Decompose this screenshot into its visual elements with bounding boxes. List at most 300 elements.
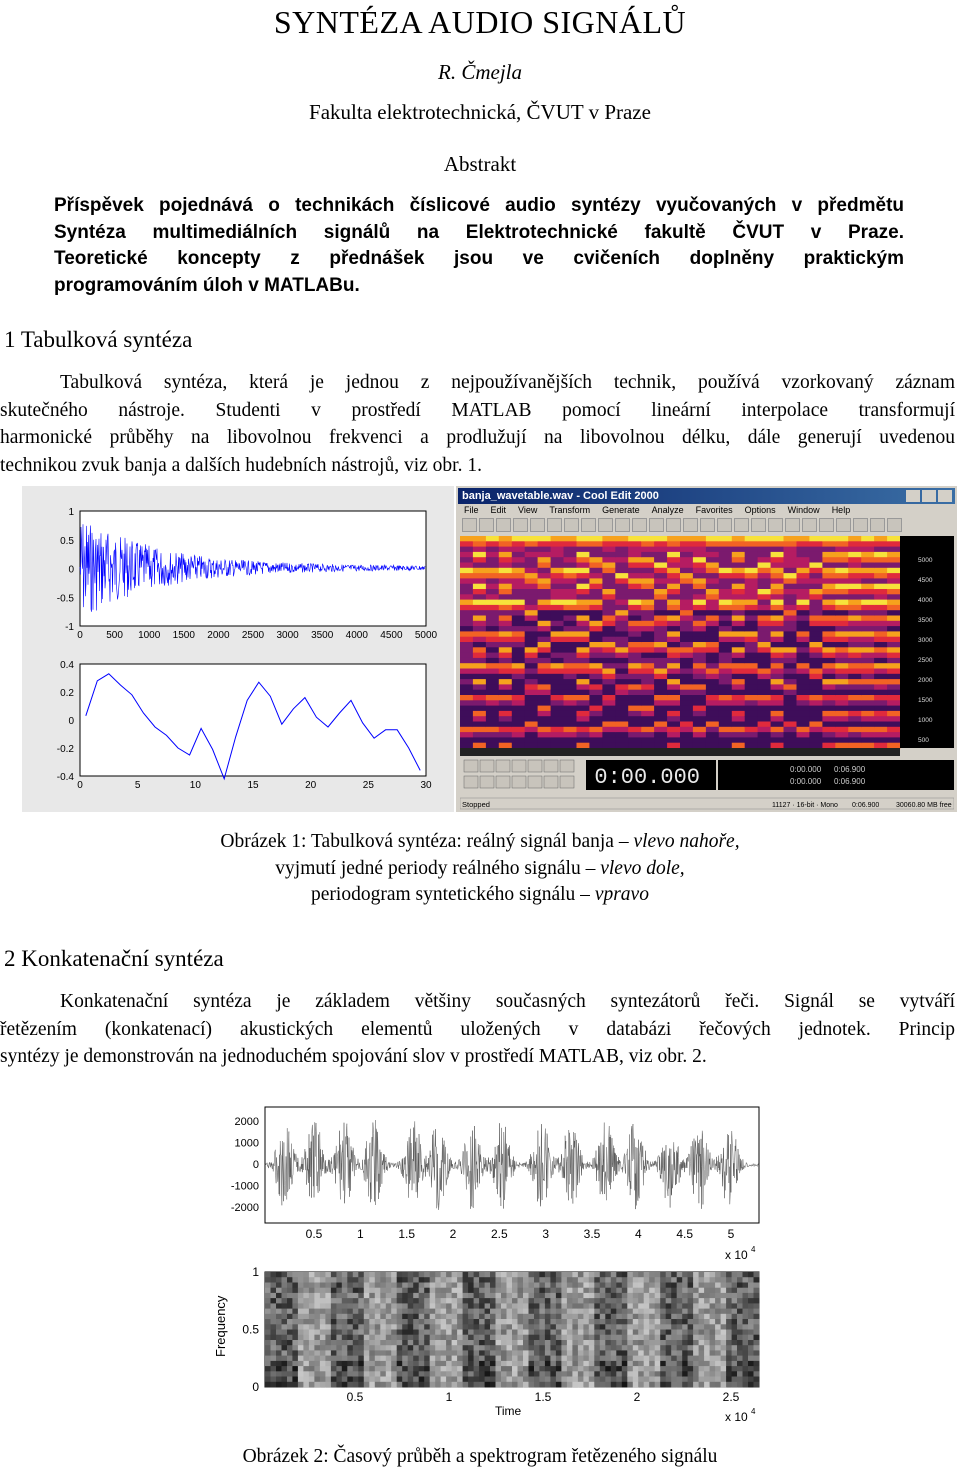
spectrogram-cell bbox=[721, 1314, 727, 1320]
spectral-cell bbox=[797, 700, 810, 706]
spectrogram-cell bbox=[550, 1277, 556, 1283]
spectrogram-cell bbox=[507, 1356, 513, 1362]
spectrogram-cell bbox=[496, 1283, 502, 1289]
spectral-cell bbox=[473, 552, 486, 558]
spectrogram-cell bbox=[737, 1298, 743, 1304]
spectral-cell bbox=[499, 642, 512, 648]
menu-item[interactable]: Window bbox=[787, 505, 820, 515]
spectral-cell bbox=[848, 663, 861, 669]
spectrogram-cell bbox=[507, 1335, 513, 1341]
spectrogram-cell bbox=[507, 1303, 513, 1309]
spectral-cell bbox=[745, 727, 758, 733]
spectral-cell bbox=[797, 605, 810, 611]
spectral-cell bbox=[745, 658, 758, 664]
spectral-cell bbox=[667, 732, 680, 738]
spectrogram-cell bbox=[556, 1345, 562, 1351]
spectrogram-cell bbox=[605, 1340, 611, 1346]
spectrogram-cell bbox=[353, 1298, 359, 1304]
spectrogram-cell bbox=[655, 1371, 661, 1377]
toolbar-button-icon[interactable] bbox=[666, 518, 681, 532]
menu-item[interactable]: Generate bbox=[602, 505, 640, 515]
spectrogram-cell bbox=[715, 1345, 721, 1351]
menu-item[interactable]: Transform bbox=[549, 505, 591, 515]
spectral-cell bbox=[848, 727, 861, 733]
toolbar-button-icon[interactable] bbox=[547, 518, 562, 532]
spectral-cell bbox=[732, 690, 745, 696]
menu-item[interactable]: Options bbox=[744, 505, 776, 515]
toolbar-button-icon[interactable] bbox=[513, 518, 528, 532]
toolbar-button-icon[interactable] bbox=[819, 518, 834, 532]
spectral-cell bbox=[848, 706, 861, 712]
spectral-cell bbox=[551, 631, 564, 637]
spectrogram-cell bbox=[369, 1382, 375, 1388]
zoom-button-icon[interactable] bbox=[464, 776, 478, 788]
toolbar-button-icon[interactable] bbox=[768, 518, 783, 532]
spectrogram-cell bbox=[545, 1356, 551, 1362]
spectrogram-cell bbox=[721, 1361, 727, 1367]
spectrogram-cell bbox=[644, 1319, 650, 1325]
spectral-cell bbox=[719, 727, 732, 733]
spectrogram-cell bbox=[545, 1377, 551, 1383]
close-icon[interactable] bbox=[938, 490, 952, 502]
spectrogram-cell bbox=[468, 1283, 474, 1289]
spectral-cell bbox=[784, 669, 797, 675]
spectrogram-cell bbox=[556, 1272, 562, 1278]
spectral-cell bbox=[473, 716, 486, 722]
spectrogram-cell bbox=[474, 1303, 480, 1309]
spectrogram-cell bbox=[265, 1340, 271, 1346]
spectrogram-cell bbox=[715, 1330, 721, 1336]
spectral-cell bbox=[771, 584, 784, 590]
spectrogram-cell bbox=[655, 1361, 661, 1367]
spectrogram-cell bbox=[671, 1293, 677, 1299]
spectral-cell bbox=[589, 578, 602, 584]
y-tick-label: 1 bbox=[252, 1265, 259, 1279]
spectral-cell bbox=[486, 706, 499, 712]
spectrogram-cell bbox=[325, 1319, 331, 1325]
spectrogram-cell bbox=[441, 1356, 447, 1362]
zoom-button-icon[interactable] bbox=[560, 776, 574, 788]
spectrogram-cell bbox=[556, 1371, 562, 1377]
spectrogram-cell bbox=[479, 1324, 485, 1330]
spectral-cell bbox=[473, 700, 486, 706]
spectrogram-cell bbox=[660, 1309, 666, 1315]
toolbar-button-icon[interactable] bbox=[479, 518, 494, 532]
spectrogram-cell bbox=[710, 1277, 716, 1283]
spectrogram-cell bbox=[402, 1361, 408, 1367]
spectral-cell bbox=[719, 578, 732, 584]
spectral-cell bbox=[809, 621, 822, 627]
spectral-cell bbox=[861, 621, 874, 627]
spectral-cell bbox=[641, 589, 654, 595]
menu-item[interactable]: Favorites bbox=[695, 505, 733, 515]
spectral-cell bbox=[486, 711, 499, 717]
spectrogram-cell bbox=[550, 1377, 556, 1383]
spectrogram-cell bbox=[446, 1330, 452, 1336]
spectral-cell bbox=[499, 690, 512, 696]
spectrogram-cell bbox=[710, 1293, 716, 1299]
spectral-cell bbox=[473, 616, 486, 622]
spectral-cell bbox=[706, 616, 719, 622]
spectral-cell bbox=[460, 536, 473, 542]
spectral-cell bbox=[822, 732, 835, 738]
spectrogram-cell bbox=[649, 1288, 655, 1294]
spectrogram-cell bbox=[743, 1319, 749, 1325]
spectrogram-cell bbox=[699, 1345, 705, 1351]
spectral-cell bbox=[525, 743, 538, 749]
spectrogram-cell bbox=[430, 1361, 436, 1367]
toolbar-button-icon[interactable] bbox=[683, 518, 698, 532]
toolbar-button-icon[interactable] bbox=[836, 518, 851, 532]
spectrogram-cell bbox=[605, 1277, 611, 1283]
spectrogram-cell bbox=[271, 1340, 277, 1346]
zoom-button-icon[interactable] bbox=[480, 776, 494, 788]
spectrogram-cell bbox=[671, 1340, 677, 1346]
spectrogram-cell bbox=[336, 1303, 342, 1309]
spectral-cell bbox=[693, 684, 706, 690]
spectral-cell bbox=[693, 669, 706, 675]
spectrogram-cell bbox=[369, 1366, 375, 1372]
spectrogram-cell bbox=[693, 1345, 699, 1351]
spectrogram-cell bbox=[347, 1283, 353, 1289]
spectral-cell bbox=[538, 594, 551, 600]
spectrogram-cell bbox=[512, 1350, 518, 1356]
spectral-cell bbox=[771, 679, 784, 685]
spectral-cell bbox=[460, 600, 473, 606]
zoom-button-icon[interactable] bbox=[528, 776, 542, 788]
spectrogram-cell bbox=[677, 1303, 683, 1309]
spectrogram-cell bbox=[402, 1371, 408, 1377]
spectral-cell bbox=[641, 658, 654, 664]
spectrogram-cell bbox=[320, 1330, 326, 1336]
spectrogram-cell bbox=[391, 1335, 397, 1341]
x-tick-label: 4.5 bbox=[676, 1227, 694, 1241]
menu-item[interactable]: Help bbox=[831, 505, 851, 515]
spectrogram-cell bbox=[369, 1298, 375, 1304]
spectrogram-cell bbox=[572, 1377, 578, 1383]
transport-button-icon[interactable] bbox=[512, 760, 526, 772]
spectral-cell bbox=[460, 568, 473, 574]
spectrogram-cell bbox=[627, 1340, 633, 1346]
spectrogram-cell bbox=[430, 1350, 436, 1356]
toolbar-button-icon[interactable] bbox=[581, 518, 596, 532]
toolbar-button-icon[interactable] bbox=[751, 518, 766, 532]
transport-button-icon[interactable] bbox=[496, 760, 510, 772]
menu-item[interactable]: View bbox=[518, 505, 538, 515]
toolbar-button-icon[interactable] bbox=[615, 518, 630, 532]
spectrogram-cell bbox=[336, 1298, 342, 1304]
spectral-cell bbox=[680, 589, 693, 595]
spectrogram-cell bbox=[463, 1366, 469, 1372]
spectral-cell bbox=[486, 690, 499, 696]
spectrogram-cell bbox=[303, 1356, 309, 1362]
toolbar-button-icon[interactable] bbox=[530, 518, 545, 532]
transport-button-icon[interactable] bbox=[560, 760, 574, 772]
spectrogram-cell bbox=[732, 1324, 738, 1330]
spectral-cell bbox=[822, 631, 835, 637]
spectrogram-cell bbox=[666, 1314, 672, 1320]
spectral-cell bbox=[551, 573, 564, 579]
spectrogram-cell bbox=[550, 1272, 556, 1278]
spectrogram-cell bbox=[534, 1330, 540, 1336]
spectrogram-cell bbox=[287, 1361, 293, 1367]
spectrogram-cell bbox=[353, 1361, 359, 1367]
toolbar-button-icon[interactable] bbox=[785, 518, 800, 532]
spectral-cell bbox=[835, 737, 848, 743]
spectral-cell bbox=[758, 605, 771, 611]
spectrogram-cell bbox=[408, 1283, 414, 1289]
toolbar-button-icon[interactable] bbox=[717, 518, 732, 532]
spectrogram-cell bbox=[627, 1350, 633, 1356]
transport-button-icon[interactable] bbox=[528, 760, 542, 772]
toolbar-button-icon[interactable] bbox=[887, 518, 902, 532]
spectrogram-cell bbox=[583, 1330, 589, 1336]
spectrogram-cell bbox=[633, 1298, 639, 1304]
menu-item[interactable]: Analyze bbox=[651, 505, 684, 515]
spectrogram-cell bbox=[265, 1303, 271, 1309]
toolbar-button-icon[interactable] bbox=[598, 518, 613, 532]
spectral-cell bbox=[784, 722, 797, 728]
spectrogram-cell bbox=[545, 1309, 551, 1315]
spectrogram-cell bbox=[501, 1319, 507, 1325]
spectrogram-cell bbox=[424, 1382, 430, 1388]
spectral-cell bbox=[486, 658, 499, 664]
spectrogram-cell bbox=[732, 1298, 738, 1304]
spectrogram-cell bbox=[666, 1309, 672, 1315]
spectral-cell bbox=[589, 573, 602, 579]
toolbar-button-icon[interactable] bbox=[870, 518, 885, 532]
spectrogram-cell bbox=[320, 1366, 326, 1372]
spectral-cell bbox=[784, 578, 797, 584]
spectrogram-cell bbox=[600, 1288, 606, 1294]
spectrogram-cell bbox=[386, 1330, 392, 1336]
spectrogram-cell bbox=[265, 1298, 271, 1304]
spectral-cell bbox=[835, 695, 848, 701]
spectrogram-cell bbox=[282, 1319, 288, 1325]
spectrogram-cell bbox=[375, 1366, 381, 1372]
minimize-icon[interactable] bbox=[906, 490, 920, 502]
spectrogram-cell bbox=[424, 1303, 430, 1309]
caption-emphasis: vpravo bbox=[594, 884, 649, 905]
spectral-cell bbox=[564, 700, 577, 706]
spectrogram-cell bbox=[721, 1319, 727, 1325]
spectral-cell bbox=[680, 584, 693, 590]
spectral-cell bbox=[589, 589, 602, 595]
spectrogram-cell bbox=[485, 1350, 491, 1356]
spectrogram-cell bbox=[325, 1377, 331, 1383]
spectrogram-cell bbox=[512, 1277, 518, 1283]
spectrogram-cell bbox=[397, 1319, 403, 1325]
spectral-cell bbox=[486, 541, 499, 547]
spectral-cell bbox=[693, 600, 706, 606]
transport-button-icon[interactable] bbox=[480, 760, 494, 772]
spectral-cell bbox=[460, 695, 473, 701]
spectrogram-cell bbox=[704, 1335, 710, 1341]
spectrogram-cell bbox=[754, 1340, 760, 1346]
toolbar-button-icon[interactable] bbox=[564, 518, 579, 532]
spectrogram-cell bbox=[358, 1324, 364, 1330]
spectrogram-cell bbox=[644, 1377, 650, 1383]
spectrogram-cell bbox=[556, 1303, 562, 1309]
spectrogram-cell bbox=[287, 1283, 293, 1289]
spectral-cell bbox=[615, 727, 628, 733]
spectrogram-cell bbox=[583, 1293, 589, 1299]
spectral-cell bbox=[732, 653, 745, 659]
menu-item[interactable]: File bbox=[464, 505, 479, 515]
spectral-cell bbox=[538, 690, 551, 696]
toolbar-button-icon[interactable] bbox=[700, 518, 715, 532]
spectral-cell bbox=[861, 722, 874, 728]
spectrogram-cell bbox=[644, 1288, 650, 1294]
spectrogram-cell bbox=[479, 1293, 485, 1299]
spectrogram-cell bbox=[594, 1277, 600, 1283]
spectrogram-cell bbox=[507, 1309, 513, 1315]
spectrogram-cell bbox=[474, 1361, 480, 1367]
spectral-cell bbox=[628, 642, 641, 648]
spectral-cell bbox=[460, 621, 473, 627]
spectral-cell bbox=[822, 557, 835, 563]
spectrogram-cell bbox=[545, 1314, 551, 1320]
spectral-cell bbox=[693, 626, 706, 632]
spectrogram-cell bbox=[292, 1335, 298, 1341]
spectral-cell bbox=[784, 605, 797, 611]
spectrogram-cell bbox=[523, 1324, 529, 1330]
spectrogram-cell bbox=[710, 1272, 716, 1278]
spectral-cell bbox=[706, 716, 719, 722]
spectrogram-cell bbox=[413, 1272, 419, 1278]
spectral-cell bbox=[809, 552, 822, 558]
spectrogram-cell bbox=[435, 1283, 441, 1289]
spectrogram-cell bbox=[369, 1319, 375, 1325]
spectrogram-cell bbox=[452, 1356, 458, 1362]
spectral-cell bbox=[797, 653, 810, 659]
spectrogram-cell bbox=[314, 1314, 320, 1320]
maximize-icon[interactable] bbox=[922, 490, 936, 502]
spectral-cell bbox=[460, 690, 473, 696]
spectrogram-cell bbox=[419, 1340, 425, 1346]
spectral-cell bbox=[486, 679, 499, 685]
spectral-cell bbox=[797, 600, 810, 606]
spectral-cell bbox=[564, 695, 577, 701]
spectral-cell bbox=[771, 637, 784, 643]
spectral-cell bbox=[771, 684, 784, 690]
spectrogram-cell bbox=[282, 1303, 288, 1309]
spectrogram-cell bbox=[633, 1288, 639, 1294]
spectral-cell bbox=[499, 610, 512, 616]
spectral-cell bbox=[848, 594, 861, 600]
spectral-cell bbox=[577, 573, 590, 579]
spectral-cell bbox=[680, 684, 693, 690]
spectrogram-cell bbox=[611, 1319, 617, 1325]
spectral-cell bbox=[602, 616, 615, 622]
menu-item[interactable]: Edit bbox=[490, 505, 507, 515]
toolbar-button-icon[interactable] bbox=[462, 518, 477, 532]
spectral-cell bbox=[654, 669, 667, 675]
spectral-cell bbox=[641, 647, 654, 653]
spectral-cell bbox=[551, 716, 564, 722]
spectral-cell bbox=[745, 695, 758, 701]
spectral-cell bbox=[525, 716, 538, 722]
paragraph-line: syntézy je demonstrován na jednoduchém spojování slov v prostředí MATLAB, viz obr. 2. bbox=[0, 1046, 707, 1067]
spectral-cell bbox=[551, 541, 564, 547]
spectral-cell bbox=[602, 536, 615, 542]
x-multiplier: x 10 bbox=[725, 1248, 748, 1262]
spectrogram-cell bbox=[539, 1350, 545, 1356]
spectral-cell bbox=[512, 605, 525, 611]
spectral-cell bbox=[887, 552, 900, 558]
spectral-cell bbox=[654, 631, 667, 637]
spectral-cell bbox=[822, 737, 835, 743]
spectrogram-cell bbox=[688, 1330, 694, 1336]
spectrogram-cell bbox=[655, 1298, 661, 1304]
spectrogram-cell bbox=[435, 1298, 441, 1304]
spectrogram-cell bbox=[567, 1366, 573, 1372]
spectrogram-cell bbox=[419, 1366, 425, 1372]
zoom-button-icon[interactable] bbox=[544, 776, 558, 788]
spectral-cell bbox=[589, 684, 602, 690]
spectral-cell bbox=[602, 600, 615, 606]
spectrogram-cell bbox=[364, 1382, 370, 1388]
spectrogram-cell bbox=[331, 1319, 337, 1325]
spectrogram-cell bbox=[682, 1303, 688, 1309]
toolbar-button-icon[interactable] bbox=[853, 518, 868, 532]
toolbar-button-icon[interactable] bbox=[496, 518, 511, 532]
transport-button-icon[interactable] bbox=[544, 760, 558, 772]
spectrogram-cell bbox=[627, 1371, 633, 1377]
spectrogram-cell bbox=[611, 1272, 617, 1278]
spectral-cell bbox=[822, 695, 835, 701]
spectral-cell bbox=[641, 557, 654, 563]
zoom-button-icon[interactable] bbox=[496, 776, 510, 788]
zoom-button-icon[interactable] bbox=[512, 776, 526, 788]
spectrogram-cell bbox=[737, 1330, 743, 1336]
toolbar-button-icon[interactable] bbox=[802, 518, 817, 532]
spectral-cell bbox=[745, 722, 758, 728]
spectral-cell bbox=[771, 647, 784, 653]
spectral-cell bbox=[615, 700, 628, 706]
spectral-cell bbox=[654, 552, 667, 558]
spectral-cell bbox=[809, 737, 822, 743]
spectrogram-cell bbox=[518, 1330, 524, 1336]
spectral-cell bbox=[706, 700, 719, 706]
spectrogram-cell bbox=[655, 1293, 661, 1299]
spectrogram-cell bbox=[292, 1330, 298, 1336]
spectrogram-cell bbox=[314, 1371, 320, 1377]
toolbar-button-icon[interactable] bbox=[649, 518, 664, 532]
spectral-cell bbox=[589, 669, 602, 675]
spectral-cell bbox=[564, 642, 577, 648]
spectral-cell bbox=[719, 663, 732, 669]
spectral-cell bbox=[499, 626, 512, 632]
spectrogram-cell bbox=[732, 1293, 738, 1299]
spectrogram-cell bbox=[677, 1324, 683, 1330]
spectrogram-cell bbox=[474, 1340, 480, 1346]
spectrogram-cell bbox=[732, 1272, 738, 1278]
spectrogram-cell bbox=[468, 1345, 474, 1351]
spectral-cell bbox=[822, 679, 835, 685]
spectrogram-cell bbox=[561, 1309, 567, 1315]
spectrogram-cell bbox=[446, 1298, 452, 1304]
spectrogram-cell bbox=[529, 1272, 535, 1278]
spectrogram-cell bbox=[391, 1309, 397, 1315]
spectrogram-cell bbox=[490, 1356, 496, 1362]
spectral-cell bbox=[693, 610, 706, 616]
toolbar-button-icon[interactable] bbox=[632, 518, 647, 532]
transport-button-icon[interactable] bbox=[464, 760, 478, 772]
spectral-cell bbox=[693, 679, 706, 685]
spectral-cell bbox=[771, 732, 784, 738]
toolbar-button-icon[interactable] bbox=[734, 518, 749, 532]
